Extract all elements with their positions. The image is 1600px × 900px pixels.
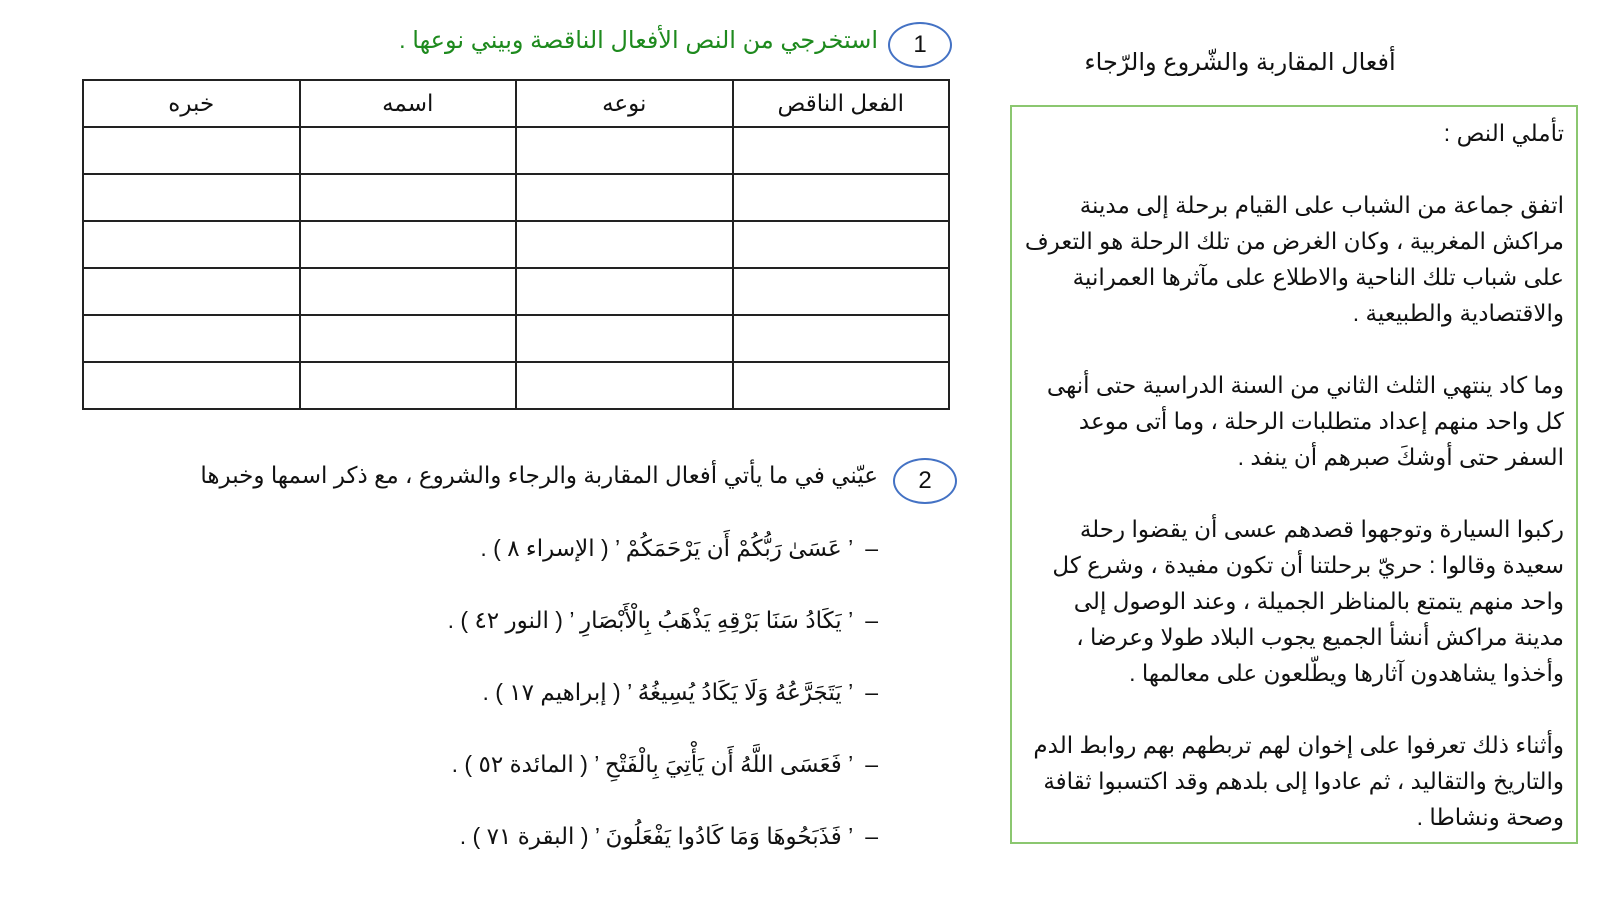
dash-bullet: – — [865, 823, 878, 849]
verse-text: ’ يَكَادُ سَنَا بَرْقِهِ يَذْهَبُ بِالْأَبْصَارِ ’ ( النور ٤٢ ) . — [447, 607, 854, 633]
table-cell[interactable] — [83, 315, 300, 362]
table-header-predicate: خبره — [83, 80, 300, 127]
table-cell[interactable] — [733, 268, 950, 315]
table-cell[interactable] — [300, 221, 517, 268]
table-cell[interactable] — [733, 221, 950, 268]
table-row — [83, 127, 949, 174]
table-cell[interactable] — [516, 315, 733, 362]
table-cell[interactable] — [300, 127, 517, 174]
list-item — [78, 676, 878, 748]
table-header-type: نوعه — [516, 80, 733, 127]
page-title: أفعال المقاربة والشّروع والرّجاء — [1084, 49, 1396, 76]
table-row — [83, 362, 949, 409]
table-cell[interactable] — [516, 127, 733, 174]
table-cell[interactable] — [516, 174, 733, 221]
verse-text: ’ فَعَسَى اللَّهُ أَن يَأْتِيَ بِالْفَتْحِ ’ ( المائدة ٥٢ ) . — [451, 751, 854, 777]
passage-paragraph-4: وأثناء ذلك تعرفوا على إخوان لهم تربطهم بهم روابط الدم والتاريخ والتقاليد ، ثم عادوا إلى بلدهم وقد اكتسبوا ثقافة وصحة ونشاطا . — [1033, 732, 1564, 830]
question-1-instruction: استخرجي من النص الأفعال الناقصة وبيني نوعها . — [398, 27, 878, 54]
table-cell[interactable] — [733, 127, 950, 174]
table-cell[interactable] — [83, 268, 300, 315]
verse-text: ’ فَذَبَحُوهَا وَمَا كَادُوا يَفْعَلُونَ ’ ( البقرة ٧١ ) . — [459, 823, 854, 849]
list-item — [78, 532, 878, 604]
table-row — [83, 174, 949, 221]
dash-bullet: – — [865, 679, 878, 705]
table-header-subject: اسمه — [300, 80, 517, 127]
reading-passage-box — [1010, 105, 1578, 844]
question-2-number-circle: 2 — [893, 458, 957, 504]
table-cell[interactable] — [733, 174, 950, 221]
verses-list — [78, 532, 878, 892]
dash-bullet: – — [865, 751, 878, 777]
dash-bullet: – — [865, 607, 878, 633]
table-cell[interactable] — [733, 362, 950, 409]
question-2-instruction: عيّني في ما يأتي أفعال المقاربة والرجاء والشروع ، مع ذكر اسمها وخبرها — [200, 462, 878, 488]
table-cell[interactable] — [733, 315, 950, 362]
list-item — [78, 820, 878, 892]
table-cell[interactable] — [83, 362, 300, 409]
table-cell[interactable] — [300, 315, 517, 362]
verse-text: ’ يَتَجَرَّعُهُ وَلَا يَكَادُ يُسِيغُهُ ’ ( إبراهيم ١٧ ) . — [482, 679, 854, 705]
table-cell[interactable] — [83, 221, 300, 268]
passage-paragraph-1: اتفق جماعة من الشباب على القيام برحلة إلى مدينة مراكش المغربية ، وكان الغرض من تلك الرحلة هو التعرف على شباب تلك الناحية والاطلاع على مآثرها العمرانية والاقتصادية والطبيعية . — [1024, 192, 1564, 326]
table-row — [83, 315, 949, 362]
table-cell[interactable] — [516, 268, 733, 315]
list-item — [78, 748, 878, 820]
table-cell[interactable] — [516, 221, 733, 268]
dash-bullet: – — [865, 535, 878, 561]
question-1-number-circle: 1 — [888, 22, 952, 68]
answer-table — [82, 79, 950, 410]
passage-heading: تأملي النص : — [1443, 120, 1564, 146]
passage-paragraph-2: وما كاد ينتهي الثلث الثاني من السنة الدراسية حتى أنهى كل واحد منهم إعداد متطلبات الرحلة ، وما أتى موعد السفر حتى أوشكَ صبرهم أن ينفد . — [1046, 372, 1564, 470]
list-item — [78, 604, 878, 676]
table-row — [83, 221, 949, 268]
table-header-row — [83, 80, 949, 127]
verse-text: ’ عَسَىٰ رَبُّكُمْ أَن يَرْحَمَكُمْ ’ ( الإسراء ٨ ) . — [480, 535, 854, 561]
passage-paragraph-3: ركبوا السيارة وتوجهوا قصدهم عسى أن يقضوا رحلة سعيدة وقالوا : حريّ برحلتنا أن تكون مفيدة ، وشرع كل واحد منهم يتمتع بالمناظر الجميلة ، وعند الوصول إلى مدينة مراكش أنشأ الجميع يجوب البلاد طولا وعرضا ، وأخذوا يشاهدون آثارها ويطّلعون على معالمها . — [1052, 516, 1564, 686]
table-row — [83, 268, 949, 315]
table-cell[interactable] — [300, 174, 517, 221]
table-cell[interactable] — [516, 362, 733, 409]
table-header-verb: الفعل الناقص — [733, 80, 950, 127]
table-cell[interactable] — [83, 174, 300, 221]
table-cell[interactable] — [300, 362, 517, 409]
table-cell[interactable] — [300, 268, 517, 315]
table-cell[interactable] — [83, 127, 300, 174]
